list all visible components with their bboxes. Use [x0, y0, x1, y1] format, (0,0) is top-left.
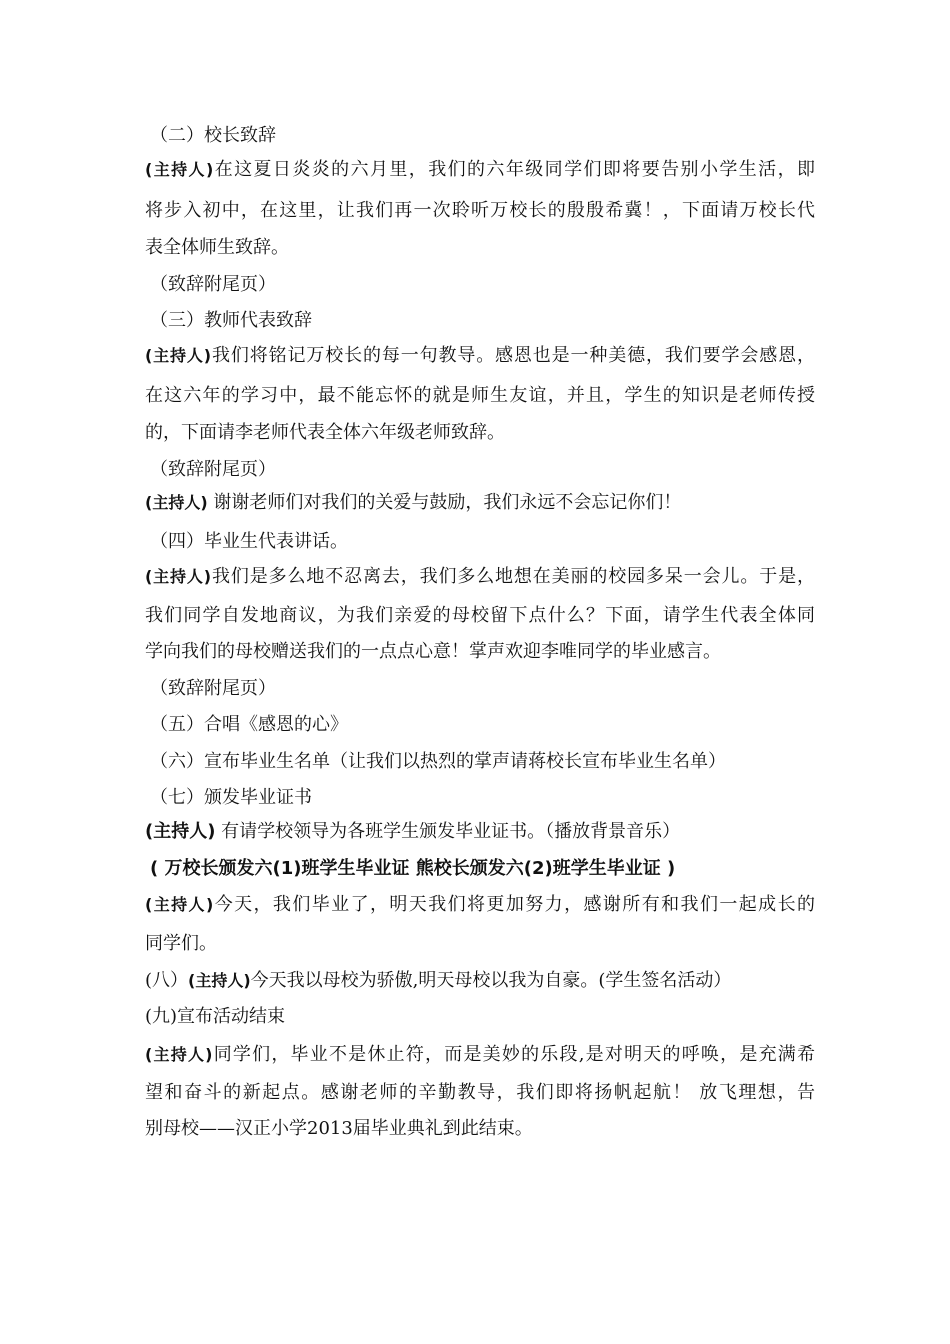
section-title: （六）宣布毕业生名单（让我们以热烈的掌声请蒋校长宣布毕业生名单） — [150, 751, 726, 772]
section-9-line-3 — [145, 1117, 815, 1141]
section-9-line-1 — [145, 1043, 815, 1067]
section-2-line-3 — [145, 236, 815, 260]
section-number: (八） — [145, 970, 189, 991]
section-9-heading — [145, 1005, 815, 1029]
host-label: (主持人) — [145, 346, 212, 365]
section-4-note — [150, 677, 820, 701]
section-title: (九)宣布活动结束 — [145, 1006, 286, 1027]
host-label: (主持人) — [145, 567, 212, 586]
paragraph-text: 我们是多么地不忍离去，我们多么地想在美丽的校园多呆一会儿。于是， — [211, 566, 815, 587]
section-7-line-3 — [145, 932, 815, 956]
section-7-heading — [150, 786, 820, 810]
paragraph-text: 有请学校领导为各班学生颁发毕业证书。（播放背景音乐） — [215, 821, 681, 842]
section-3-line-1 — [145, 344, 815, 368]
section-title: （三）教师代表致辞 — [150, 310, 312, 331]
paragraph-text: 的，下面请李老师代表全体六年级老师致辞。 — [145, 422, 505, 443]
host-label: (主持人) — [145, 821, 216, 842]
section-title: （五）合唱《感恩的心》 — [150, 714, 348, 735]
section-4-line-2 — [145, 604, 815, 628]
paragraph-text: 同学们，毕业不是休止符，而是美妙的乐段,是对明天的呼唤，是充满希 — [212, 1044, 815, 1065]
paragraph-text: 我们将铭记万校长的每一句教导。感恩也是一种美德，我们要学会感恩， — [211, 345, 815, 366]
paragraph-text: 学向我们的母校赠送我们的一点点心意！掌声欢迎李唯同学的毕业感言。 — [145, 641, 721, 662]
section-3-note — [150, 458, 820, 482]
section-2-note — [150, 273, 820, 297]
host-label: (主持人) — [145, 160, 214, 179]
section-5-heading — [150, 713, 820, 737]
paragraph-text: 表全体师生致辞。 — [145, 237, 289, 258]
award-text: ( 万校长颁发六(1)班学生毕业证 熊校长颁发六(2)班学生毕业证 ) — [150, 858, 676, 879]
host-label: (主持人) — [145, 1045, 213, 1064]
section-6-heading — [150, 750, 820, 774]
paragraph-text: 今天，我们毕业了，明天我们将更加努力，感谢所有和我们一起成长的 — [213, 894, 815, 915]
section-2-heading — [150, 124, 820, 148]
paragraph-text: 将步入初中，在这里，让我们再一次聆听万校长的殷殷希冀！，下面请万校长代 — [145, 200, 815, 221]
section-3-thanks — [145, 491, 815, 515]
section-3-line-2 — [145, 384, 815, 408]
section-title: （七）颁发毕业证书 — [150, 787, 312, 808]
paragraph-text: 在这夏日炎炎的六月里，我们的六年级同学们即将要告别小学生活，即 — [213, 159, 815, 180]
note-text: （致辞附尾页） — [150, 459, 276, 480]
section-8-line — [145, 969, 815, 993]
paragraph-text: 同学们。 — [145, 933, 217, 954]
section-9-line-2 — [145, 1081, 815, 1105]
section-title: （二）校长致辞 — [150, 125, 276, 146]
section-7-award-line — [150, 857, 820, 881]
paragraph-text: 别母校——汉正小学2013届毕业典礼到此结束。 — [145, 1118, 533, 1139]
note-text: （致辞附尾页） — [150, 678, 276, 699]
host-label: (主持人) — [145, 895, 214, 914]
section-4-heading — [150, 530, 820, 554]
section-3-heading — [150, 309, 820, 333]
section-2-line-1 — [145, 158, 815, 182]
host-label: (主持人) — [188, 971, 251, 990]
section-4-line-3 — [145, 640, 815, 664]
paragraph-text: 望和奋斗的新起点。感谢老师的辛勤教导，我们即将扬帆起航！ 放飞理想，告 — [145, 1082, 815, 1103]
paragraph-text: 今天我以母校为骄傲,明天母校以我为自豪。(学生签名活动） — [250, 970, 732, 991]
note-text: （致辞附尾页） — [150, 274, 276, 295]
section-2-line-2 — [145, 199, 815, 223]
section-3-line-3 — [145, 421, 815, 445]
section-title: （四）毕业生代表讲话。 — [150, 531, 348, 552]
host-label: (主持人) — [145, 493, 208, 512]
section-7-line-2 — [145, 893, 815, 917]
paragraph-text: 谢谢老师们对我们的关爱与鼓励，我们永远不会忘记你们！ — [207, 492, 682, 513]
section-7-host-line — [145, 820, 815, 844]
section-4-line-1 — [145, 565, 815, 589]
paragraph-text: 我们同学自发地商议，为我们亲爱的母校留下点什么？下面，请学生代表全体同 — [145, 605, 815, 626]
paragraph-text: 在这六年的学习中，最不能忘怀的就是师生友谊，并且，学生的知识是老师传授 — [145, 385, 815, 406]
